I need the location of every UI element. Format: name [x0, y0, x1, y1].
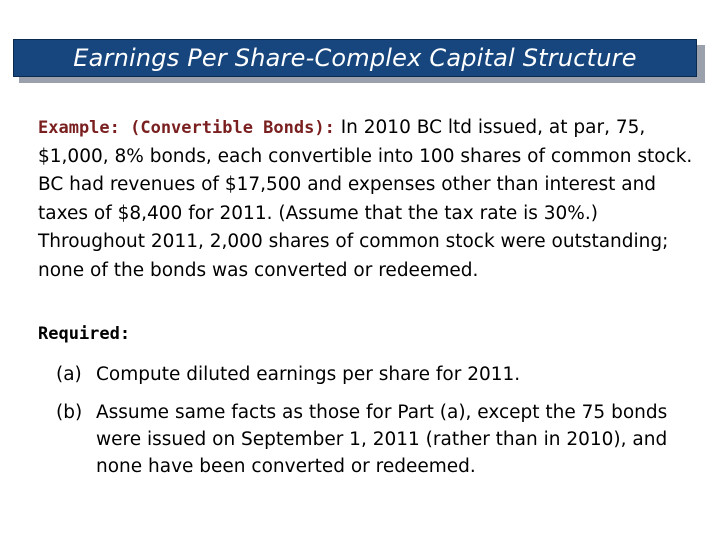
example-lead: Example: (Convertible Bonds):	[38, 118, 335, 138]
example-text: In 2010 BC ltd issued, at par, 75, $1,000, 8% bonds, each convertible into 100 shares of common stock. BC had revenues of $17,500 and expenses other than interest and taxes of $8,400 for 2011. (Assume that the tax rate is 30%.) Throughout 2011, 2,000 shares of common stock were outstanding; none of the bonds was converted or redeemed.	[38, 117, 693, 281]
slide-title: Earnings Per Share-Complex Capital Structure	[73, 44, 637, 72]
title-bar	[13, 39, 697, 77]
requirement-b-marker: (b)	[56, 402, 83, 423]
requirement-b	[56, 399, 696, 480]
requirement-a-text: Compute diluted earnings per share for 2011.	[96, 364, 521, 385]
requirement-a-marker: (a)	[56, 364, 82, 385]
example-paragraph	[38, 114, 698, 285]
requirement-b-text: Assume same facts as those for Part (a), except the 75 bonds were issued on September 1, 2011 (rather than in 2010), and none have been converted or redeemed.	[96, 402, 668, 477]
requirement-a	[56, 361, 696, 388]
required-label: Required:	[38, 324, 131, 344]
